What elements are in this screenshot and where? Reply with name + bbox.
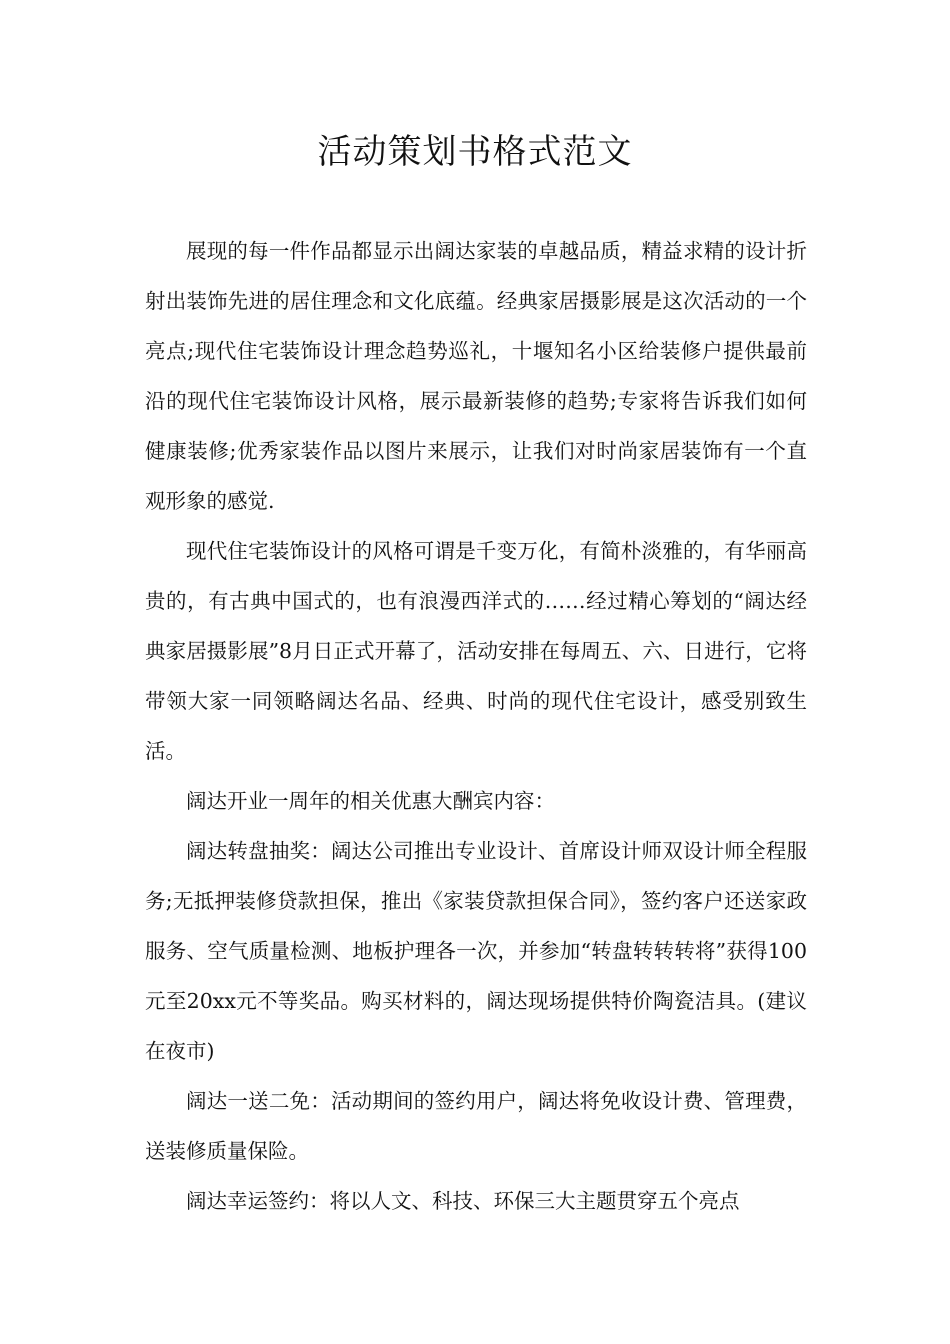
- paragraph-promotion-heading: 阔达开业一周年的相关优惠大酬宾内容：: [186, 789, 555, 813]
- paragraph-lucky-wheel: 阔达转盘抽奖：阔达公司推出专业设计、首席设计师双设计师全程服务;无抵押装修贷款担保，推出《家装贷款担保合同》，签约客户还送家政服务、空气质量检测、地板护理各一次，并参加“转盘转转转将”获得100元至20xx元不等奖品。购买材料的，阔达现场提供特价陶瓷洁具。(建议在夜市): [145, 839, 807, 1063]
- paragraph-free-offer: 阔达一送二免：活动期间的签约用户，阔达将免收设计费、管理费，送装修质量保险。: [145, 1089, 807, 1163]
- document-body: [145, 226, 807, 1226]
- paragraph-exhibition-intro: 展现的每一件作品都显示出阔达家装的卓越品质，精益求精的设计折射出装饰先进的居住理念和文化底蕴。经典家居摄影展是这次活动的一个亮点;现代住宅装饰设计理念趋势巡礼，十堰知名小区给装修户提供最前沿的现代住宅装饰设计风格，展示最新装修的趋势;专家将告诉我们如何健康装修;优秀家装作品以图片来展示，让我们对时尚家居装饰有一个直观形象的感觉.: [145, 239, 807, 513]
- document-title: 活动策划书格式范文: [317, 132, 633, 172]
- paragraph-design-styles: 现代住宅装饰设计的风格可谓是千变万化，有简朴淡雅的，有华丽高贵的，有古典中国式的，也有浪漫西洋式的……经过精心筹划的“阔达经典家居摄影展”8月日正式开幕了，活动安排在每周五、六、日进行，它将带领大家一同领略阔达名品、经典、时尚的现代住宅设计，感受别致生活。: [145, 539, 807, 763]
- paragraph-lucky-signing: 阔达幸运签约：将以人文、科技、环保三大主题贯穿五个亮点: [186, 1189, 740, 1213]
